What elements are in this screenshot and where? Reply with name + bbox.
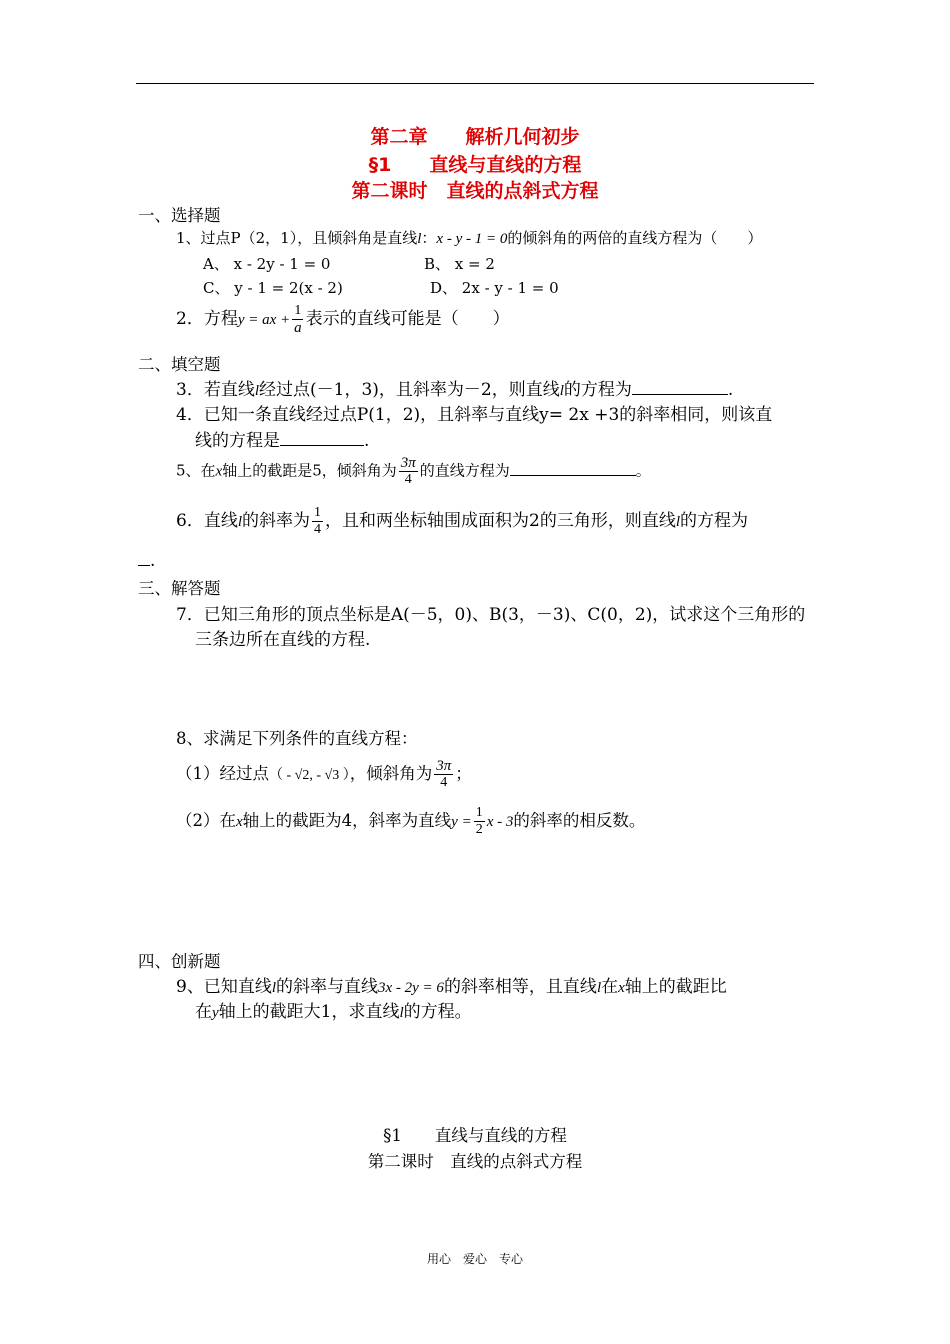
q5-end: 。 xyxy=(635,461,651,480)
answer-blank[interactable] xyxy=(510,475,636,476)
q3-text-c: 的方程为 xyxy=(563,380,632,400)
var-l: l xyxy=(596,980,602,996)
question-8-part-2 xyxy=(176,805,645,838)
question-5 xyxy=(176,455,651,488)
option-c: C、 y - 1 = 2(x - 2) xyxy=(203,279,343,297)
q9-text-h: 的方程。 xyxy=(403,1002,472,1022)
var-x: x xyxy=(618,980,625,996)
question-2 xyxy=(176,303,510,336)
q8-numerator-2: 1 xyxy=(475,805,483,820)
q6-text-c: ，且和两坐标轴围成面积为2的三角形，则直线 xyxy=(325,511,676,531)
question-1 xyxy=(176,227,762,248)
q2-text: 2．方程 xyxy=(176,309,238,329)
q2-equation: y = ax + xyxy=(237,312,291,328)
q1-text-c: 的倾斜角的两倍的直线方程为（ ） xyxy=(507,229,763,247)
q8-point: （ - √2, - √3 ） xyxy=(269,768,350,783)
section-heading-choice: 一、选择题 xyxy=(138,206,221,225)
option-b: B、 x = 2 xyxy=(424,255,495,273)
question-8-intro: 8、求满足下列条件的直线方程： xyxy=(176,729,418,748)
q6-end: . xyxy=(150,551,156,571)
q8-part2-text: 轴上的截距为4，斜率为直线 xyxy=(242,811,452,830)
q9-text: 9、已知直线 xyxy=(176,977,272,997)
q5-numerator: 3π xyxy=(400,455,416,471)
q8-part2-label: （2）在 xyxy=(176,811,236,830)
q9-equation: 3x - 2y = 6 xyxy=(378,980,444,996)
question-9-line-2 xyxy=(195,997,472,1022)
section-heading-fill: 二、填空题 xyxy=(138,355,221,374)
q6-fraction xyxy=(312,505,323,538)
question-6 xyxy=(176,505,748,538)
q8-eq-left: y = xyxy=(451,814,472,830)
q5-text-b: 轴上的截距是5，倾斜角为 xyxy=(222,461,397,480)
top-rule xyxy=(136,83,814,84)
q4-text-b: 线的方程是 xyxy=(195,431,280,451)
q8-eq-right: x - 3 xyxy=(486,814,514,830)
q6-denominator: 4 xyxy=(314,522,321,537)
section-heading-solve: 三、解答题 xyxy=(138,579,221,598)
q1-equation: x - y - 1 = 0 xyxy=(436,231,508,247)
answer-lesson-heading: 第二课时 直线的点斜式方程 xyxy=(367,1152,583,1171)
question-6-continuation xyxy=(138,551,155,571)
page-footer: 用心 爱心 专心 xyxy=(426,1252,523,1266)
section-heading-innovation: 四、创新题 xyxy=(138,952,221,971)
q9-text-b: 的斜率与直线 xyxy=(276,977,378,997)
question-8-part-1 xyxy=(176,758,472,791)
q9-text-g: 轴上的截距大1，求直线 xyxy=(218,1002,400,1022)
q3-end: . xyxy=(727,380,734,400)
q5-fraction xyxy=(399,455,418,488)
q9-text-d: 在 xyxy=(601,977,619,997)
q8-numerator: 3π xyxy=(436,758,452,774)
answer-section-heading: §1 直线与直线的方程 xyxy=(383,1126,567,1145)
q2-fraction xyxy=(292,303,304,336)
answer-blank[interactable] xyxy=(632,394,728,395)
q8-part1-text: ，倾斜角为 xyxy=(349,764,433,783)
question-7-line-1: 7．已知三角形的顶点坐标是A(－5，0)、B(3，－3)、C(0，2)，试求这个三角形的 xyxy=(176,605,806,625)
var-l: l xyxy=(399,1005,404,1021)
question-7-line-2: 三条边所在直线的方程. xyxy=(195,630,371,650)
var-x: x xyxy=(215,463,223,480)
option-a: A、 x - 2y - 1 = 0 xyxy=(203,255,331,273)
q2-denominator: a xyxy=(294,320,302,336)
var-l: l xyxy=(271,980,276,996)
q1-text: 1、过点P（2，1），且倾斜角是直线 xyxy=(176,229,418,247)
question-4-line-1: 4．已知一条直线经过点P(1，2)，且斜率与直线y= 2x +3的斜率相同，则该直 xyxy=(176,405,773,425)
q6-numerator: 1 xyxy=(314,505,321,520)
q5-denominator: 4 xyxy=(404,472,412,487)
question-3 xyxy=(176,375,733,400)
q6-text-d: 的方程为 xyxy=(680,511,748,531)
q8-part1-label: （1）经过点 xyxy=(176,764,269,783)
var-l: l xyxy=(254,383,259,399)
q6-text: 6．直线 xyxy=(176,511,238,531)
option-d: D、 2x - y - 1 = 0 xyxy=(430,279,559,297)
answer-blank[interactable] xyxy=(138,565,150,566)
answer-blank[interactable] xyxy=(280,445,364,446)
q4-end: . xyxy=(364,431,370,451)
q3-text: 3．若直线 xyxy=(176,380,255,400)
var-y: y xyxy=(212,1005,219,1021)
var-x: x xyxy=(236,814,243,830)
q9-text-c: 的斜率相等，且直线 xyxy=(443,977,597,997)
var-l: l xyxy=(559,383,564,399)
q8-denominator-2: 2 xyxy=(475,822,483,837)
q8-part2-end: 的斜率的相反数。 xyxy=(513,811,646,830)
chapter-title: 第二章 解析几何初步 xyxy=(370,126,580,148)
q9-text-f: 在 xyxy=(195,1002,212,1022)
q1-text-b: ： xyxy=(421,229,437,247)
var-l: l xyxy=(675,514,680,530)
var-l: l xyxy=(417,231,422,247)
q6-text-b: 的斜率为 xyxy=(242,511,310,531)
q3-text-b: 经过点(－1，3)，且斜率为－2，则直线 xyxy=(259,380,560,400)
question-4-line-2 xyxy=(195,426,369,451)
section-title: §1 直线与直线的方程 xyxy=(368,154,582,176)
lesson-title: 第二课时 直线的点斜式方程 xyxy=(351,180,599,202)
q8-part1-end: ； xyxy=(455,764,472,783)
q9-text-e: 轴上的截距比 xyxy=(624,977,727,997)
q5-text: 5、在 xyxy=(176,461,216,480)
q2-numerator: 1 xyxy=(294,303,302,318)
q8-denominator: 4 xyxy=(440,775,448,790)
var-l: l xyxy=(237,514,242,530)
question-9-line-1 xyxy=(176,972,727,997)
q8-fraction-2 xyxy=(474,805,485,838)
q8-fraction xyxy=(434,758,453,791)
q5-text-c: 的直线方程为 xyxy=(419,461,510,480)
q2-text-b: 表示的直线可能是（ ） xyxy=(305,309,510,329)
